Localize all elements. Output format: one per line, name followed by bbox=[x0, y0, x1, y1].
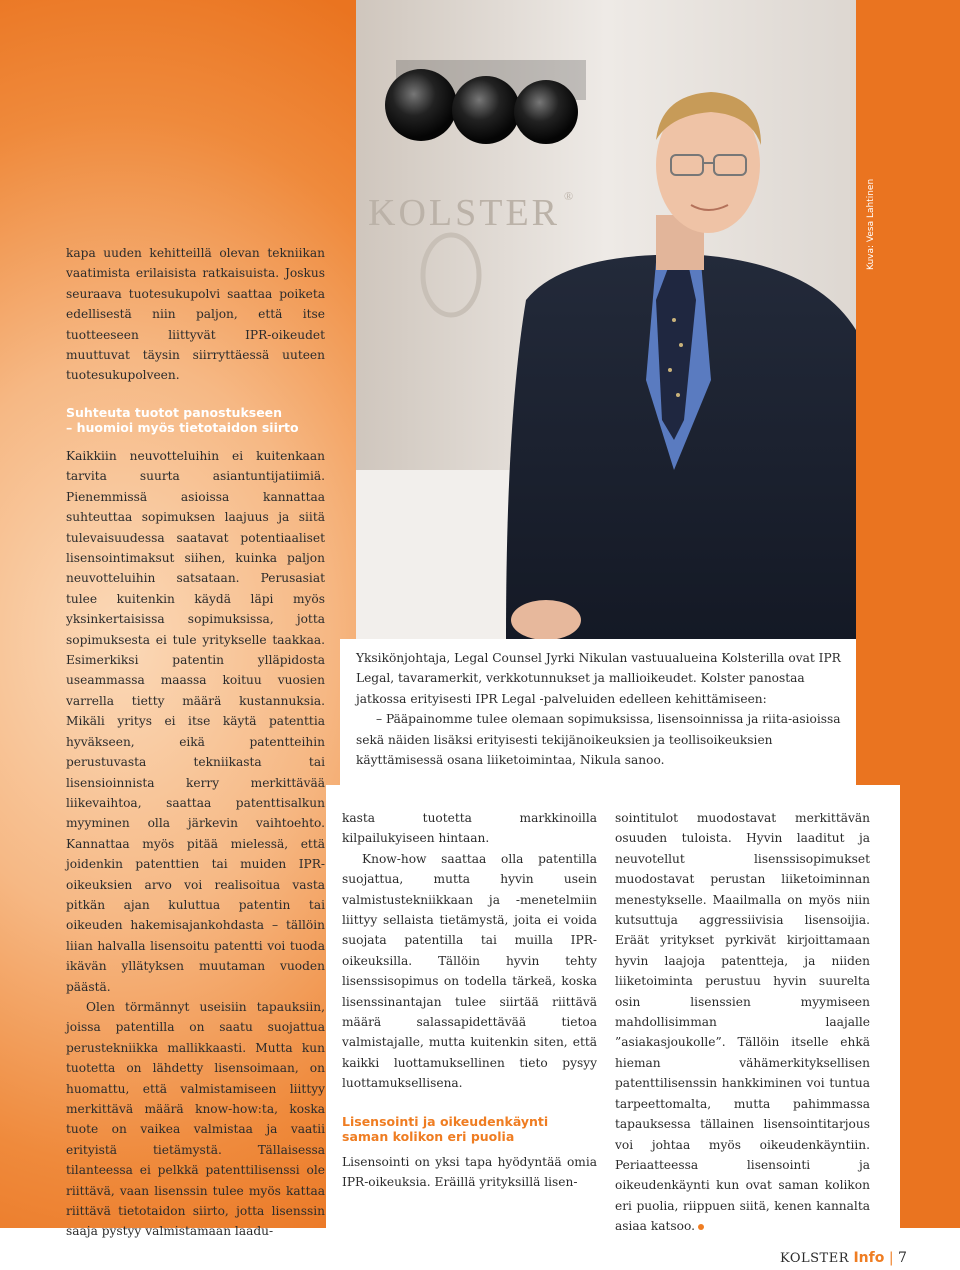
section-heading-left bbox=[66, 405, 336, 435]
left-column-intro bbox=[66, 243, 325, 386]
caption-line-2: – Pääpainomme tulee olemaan sopimuksissa, lisensoinnissa ja riita-asioissa sekä näiden lisäksi erityisesti tekijänoikeuksien ja teollisoikeuksien käyttämisessä osana liiketoimintaa, Nikula sanoo. bbox=[356, 712, 841, 768]
portrait-photo bbox=[356, 0, 856, 639]
page-footer bbox=[780, 1250, 940, 1270]
photo-caption bbox=[356, 648, 856, 770]
middle-column bbox=[342, 808, 597, 1094]
right-paragraph-1 bbox=[615, 808, 870, 1237]
middle-column-end bbox=[342, 1152, 597, 1193]
heading-mid-line-1: Lisensointi ja oikeudenkäynti bbox=[342, 1114, 549, 1129]
left-paragraph-2: Kaikkiin neuvotteluihin ei kuitenkaan tarvita suurta asiantuntijatiimiä. Pienemmissä asioissa kannattaa suhteuttaa sopimuksen laajuus ja siitä tulevaisuudessa saatavat potentiaaliset lisensointimaksut siihen, kuinka paljon neuvotteluihin satsataan. Perusasiat tulee kuitenkin käydä läpi myös yksinkertaisissa sopimuksissa, jotta sopimuksesta ei tule yritykselle taakkaa. Esimerkiksi patentin ylläpidosta useammassa maassa koituu vuosien varrella tietty määrä kustannuksia. Mikäli yritys ei itse käytä patenttia hyväkseen, eikä patentteihin perustuvasta tekniikasta tai lisensioinnista kerry merkittävää liikevaihtoa, saattaa patenttisalkun myyminen olla järkevin vaihtoehto. Kannattaa myös pitää mielessä, että joidenkin patenttien tai muiden IPR-oikeuksien arvo voi realisoitua vasta pitkän ajan kuluttua patentin tai oikeuden hakemisajankohdasta – tällöin liian halvalla lisensoitu patentti voi tuoda ikävän yllätyksen muutaman vuoden päästä. bbox=[66, 449, 325, 994]
middle-paragraph-1: kasta tuotetta markkinoilla kilpailukyiseen hintaan. bbox=[342, 811, 597, 846]
footer-separator: | bbox=[888, 1250, 894, 1266]
caption-line-1: Yksikönjohtaja, Legal Counsel Jyrki Nikulan vastuualueina Kolsterilla ovat IPR Legal, tavaramerkit, verkkotunnukset ja mallioikeudet. Kolster panostaa jatkossa erityisesti IPR Legal -palveluiden edelleen kehittämiseen: bbox=[356, 651, 841, 706]
photo-credit: Kuva: Vesa Lahtinen bbox=[866, 178, 876, 270]
left-paragraph-1: kapa uuden kehitteillä olevan tekniikan vaatimista erilaisista ratkaisuista. Joskus seuraava tuotesukupolvi saattaa poiketa edellisestä niin paljon, että itse tuotteeseen liittyvät IPR-oikeudet muuttuvat täysin siirryttäessä uuteen tuotesukupolveen. bbox=[66, 246, 325, 383]
portrait-illustration bbox=[356, 0, 856, 639]
heading-line-1: Suhteuta tuotot panostukseen bbox=[66, 405, 283, 420]
heading-line-2: – huomioi myös tietotaidon siirto bbox=[66, 420, 299, 435]
page-number: 7 bbox=[897, 1250, 907, 1266]
wall-sign: KOLSTER bbox=[368, 192, 560, 234]
left-paragraph-3: Olen törmännyt useisiin tapauksiin, joissa patentilla on saatu suojattua perustekniikka mallikkaasti. Mutta kun tuotetta on lähdetty lisensoimaan, on huomattu, että valmistamiseen liittyy merkittävä määrä know-how:ta, koska tuote on vaikea valmistaa ja vaatii erityistä tietämystä. Tällaisessa tilanteessa ei pelkkä patenttilisenssi ole riittävä, vaan lisenssin tulee myös kattaa riittävä tietotaidon siirto, jotta lisenssin saaja pystyy valmistamaan laadu- bbox=[66, 999, 325, 1239]
section-heading-middle bbox=[342, 1114, 592, 1144]
left-column-body bbox=[66, 446, 325, 1242]
footer-section: Info bbox=[853, 1250, 885, 1266]
middle-paragraph-2: Know-how saattaa olla patentilla suojattua, mutta hyvin usein valmistustekniikkaan ja -menetelmiin liittyy sellaista tietämystä, joita ei voida suojata patentilla tai muilla IPR-oikeuksilla. Tällöin hyvin tehty lisenssisopimus on todella tärkeä, koska lisenssinantajan tulee siirtää riittävä määrä salassapidettävää tietoa valmistajalle, mutta kuitenkin siten, että kaikki luottamuksellinen tieto pysyy luottamuksellisena. bbox=[342, 851, 597, 1091]
right-column bbox=[615, 808, 870, 1237]
right-paragraph-text: sointitulot muodostavat merkittävän osuuden tuloista. Hyvin laaditut ja neuvotellut lisenssisopimukset muodostavat perustan liiketoiminnan menestykselle. Maailmalla on myös niin kutsuttuja aggressiivisia lisensoijia. Eräät yritykset pyrkivät kirjoittamaan hyvin laajoja patentteja, ja niiden liiketoiminta perustuu hyvin suurelta osin lisenssien myymiseen mahdollisimman laajalle ”asiakasjoukolle”. Tällöin itselle ehkä hieman vähämerkityksellisen patenttilisenssin hankkiminen voi tuntua tarpeettomalta, mutta pahimmassa tapauksessa tällainen lisensointitarjous voi johtaa myös oikeudenkäyntiin. Periaatteessa lisensointi ja oikeudenkäynti kun ovat saman kolikon eri puolia, riippuen siitä, kenen kannalta asiaa katsoo. bbox=[615, 811, 870, 1234]
lamp-3 bbox=[514, 80, 578, 144]
lamp-1 bbox=[385, 69, 457, 141]
heading-mid-line-2: saman kolikon eri puolia bbox=[342, 1129, 515, 1144]
end-bullet-icon bbox=[698, 1224, 704, 1230]
middle-paragraph-3: Lisensointi on yksi tapa hyödyntää omia IPR-oikeuksia. Eräillä yrityksillä lisen- bbox=[342, 1155, 597, 1190]
footer-brand: KOLSTER bbox=[780, 1251, 850, 1266]
wall-sign-mark: ® bbox=[564, 189, 574, 203]
lamp-2 bbox=[452, 76, 520, 144]
